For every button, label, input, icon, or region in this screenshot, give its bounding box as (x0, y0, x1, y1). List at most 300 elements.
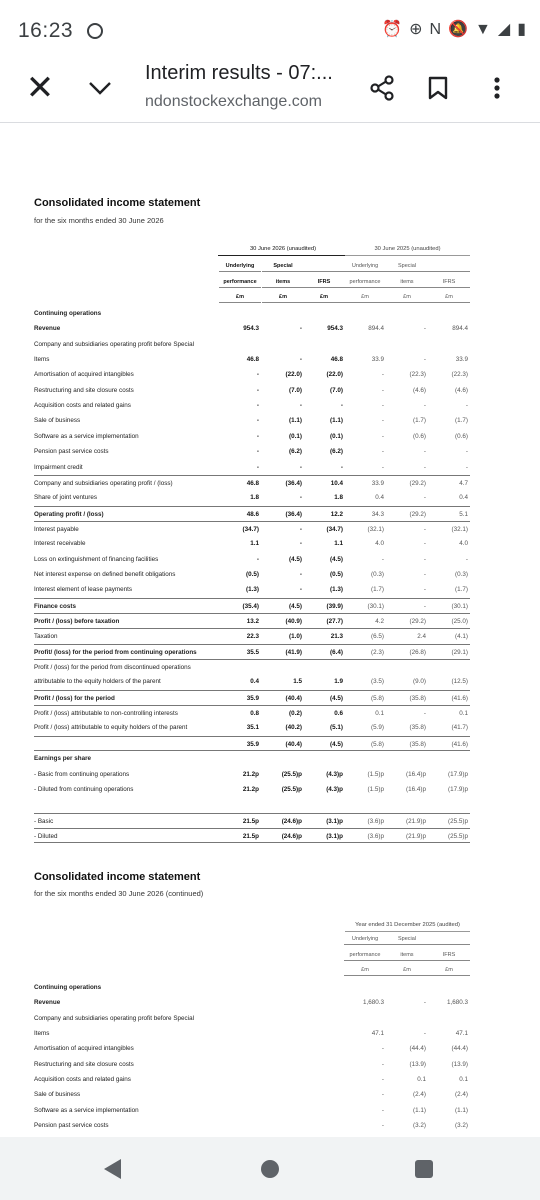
row-value: 21.2p (242, 785, 259, 793)
row-label: Earnings per share (34, 755, 92, 763)
row-value: (3.6)p (367, 832, 384, 840)
row-value: - (299, 402, 302, 410)
row-label: Acquisition costs and related gains (34, 402, 131, 410)
row-value: - (381, 1060, 384, 1068)
statement1-group-2025: 30 June 2025 (unaudited) (374, 246, 441, 252)
row-value: (0.6) (455, 432, 468, 440)
row-value: (41.6) (451, 740, 468, 748)
row-value: (34.7) (242, 525, 259, 533)
table-row (34, 552, 470, 567)
row-value: - (381, 1045, 384, 1053)
row-label: Profit / (loss) for the period (34, 694, 115, 702)
row-value: - (423, 1030, 426, 1038)
column-header: Special (397, 263, 417, 269)
divider (219, 287, 261, 288)
row-label: Taxation (34, 633, 58, 641)
row-value: 4.2 (375, 618, 384, 625)
row-value: 21.3 (330, 633, 343, 641)
table-row (34, 1011, 470, 1026)
row-value: (29.2) (409, 618, 426, 625)
row-value: 0.4 (375, 494, 384, 502)
row-value: 0.1 (459, 1076, 468, 1084)
row-value: 954.3 (327, 325, 343, 333)
column-header: performance (223, 278, 257, 285)
row-value: (2.3) (371, 648, 384, 656)
row-value: (27.7) (326, 618, 343, 625)
row-label: - Basic from continuing operations (34, 770, 130, 778)
row-value: 954.3 (243, 325, 259, 333)
row-value: (0.1) (330, 432, 343, 440)
row-value: 894.4 (368, 325, 384, 333)
row-value: (32.1) (451, 525, 468, 533)
row-value: - (340, 402, 343, 410)
row-value: 35.9 (246, 740, 259, 748)
row-label: Operating profit / (loss) (34, 510, 104, 518)
table-row (34, 1118, 470, 1133)
row-value: (24.6)p (281, 817, 302, 825)
column-header: £m (279, 294, 287, 300)
row-value: (22.3) (409, 371, 426, 379)
row-value: 1.1 (250, 540, 259, 548)
row-value: - (381, 1076, 384, 1084)
divider (386, 287, 428, 288)
back-icon[interactable] (104, 1159, 121, 1179)
row-value: - (299, 356, 302, 364)
divider (345, 931, 470, 932)
mute-icon: 🔕 (448, 21, 469, 38)
row-value: (39.9) (326, 602, 343, 610)
table-row (34, 475, 470, 490)
table-row (34, 367, 470, 382)
row-value: - (423, 602, 426, 610)
row-value: (9.0) (413, 678, 426, 686)
row-label: Finance costs (34, 602, 76, 610)
table-row (34, 567, 470, 582)
row-value: - (423, 356, 426, 364)
row-label: - Diluted (34, 832, 58, 840)
row-value: (0.3) (371, 570, 384, 578)
column-header: Special (397, 936, 417, 942)
column-header: £m (403, 967, 411, 973)
divider (428, 302, 470, 303)
table-row (34, 644, 470, 659)
row-value: (4.5) (330, 555, 343, 563)
divider (345, 255, 470, 256)
close-icon[interactable]: ✕ (25, 69, 55, 107)
row-value: (5.8) (371, 694, 384, 702)
chevron-down-icon[interactable] (80, 68, 120, 108)
row-value: - (381, 1106, 384, 1114)
battery-icon: ▮ (517, 21, 526, 38)
row-value: 1.8 (250, 494, 259, 502)
divider (428, 944, 470, 945)
row-value: 21.2p (242, 770, 259, 778)
page-title: Interim results - 07:... (145, 62, 333, 84)
status-bar (0, 0, 540, 62)
row-value: (1.7) (413, 417, 426, 425)
row-value: - (423, 570, 426, 578)
row-label: Interest payable (34, 525, 79, 533)
row-value: (35.4) (242, 602, 259, 610)
row-value: - (256, 386, 259, 394)
table-row (34, 797, 470, 812)
browser-toolbar (0, 58, 540, 122)
table-row (34, 995, 470, 1010)
row-label: - Basic (34, 817, 54, 825)
table-row (34, 767, 470, 782)
table-row (34, 690, 470, 705)
row-value: (26.8) (409, 648, 426, 656)
row-value: (41.9) (285, 648, 302, 656)
row-value: (1.0) (289, 633, 302, 641)
column-header: £m (361, 294, 369, 300)
row-value: - (256, 432, 259, 440)
column-header: Underlying (351, 936, 379, 942)
row-value: - (423, 710, 426, 718)
row-value: 0.6 (334, 710, 343, 718)
table-row (34, 736, 470, 751)
divider (219, 271, 261, 272)
row-value: 33.9 (371, 356, 384, 364)
row-value: (29.2) (409, 510, 426, 518)
table-row (34, 813, 470, 828)
row-value: (13.9) (409, 1060, 426, 1068)
row-value: (21.9)p (406, 832, 426, 840)
row-value: - (423, 525, 426, 533)
column-header: £m (403, 294, 411, 300)
row-value: - (381, 555, 384, 563)
divider (344, 287, 386, 288)
column-header: £m (361, 967, 369, 973)
recent-apps-icon[interactable] (415, 1160, 433, 1178)
row-label: Company and subsidiaries operating profit / (loss) (34, 479, 173, 487)
row-value: (1.7) (455, 586, 468, 594)
row-value: (25.0) (451, 618, 468, 625)
row-label: Items (34, 356, 50, 364)
column-header: IFRS (317, 278, 331, 285)
row-value: - (381, 463, 384, 471)
row-value: - (256, 417, 259, 425)
row-value: (3.6)p (367, 817, 384, 825)
row-value: (1.3) (246, 586, 259, 594)
status-time: 16:23 (18, 19, 74, 42)
row-value: 13.2 (246, 618, 259, 625)
row-value: - (381, 402, 384, 410)
row-value: (25.5)p (448, 817, 468, 825)
table-row (34, 1103, 470, 1118)
row-value: - (256, 448, 259, 456)
table-row (34, 1026, 470, 1041)
row-value: 4.0 (459, 540, 468, 548)
divider (344, 302, 386, 303)
row-value: (35.8) (409, 694, 426, 702)
row-label: Profit/ (loss) for the period from continuing operations (34, 648, 197, 656)
row-value: 2.4 (417, 633, 426, 641)
row-label: Sale of business (34, 417, 81, 425)
row-label: Revenue (34, 325, 61, 333)
row-value: 1.8 (334, 494, 343, 502)
more-options-icon[interactable] (482, 68, 512, 108)
row-label: Software as a service implementation (34, 1106, 139, 1114)
row-value: (3.1)p (326, 817, 343, 825)
table-row (34, 490, 470, 505)
row-value: 0.1 (459, 710, 468, 718)
row-value: (13.9) (451, 1060, 468, 1068)
row-value: 46.8 (246, 356, 259, 364)
row-value: - (381, 432, 384, 440)
data-saver-icon: ⊕ (409, 21, 423, 38)
statement2-subtitle: for the six months ended 30 June 2026 (continued) (34, 889, 204, 898)
row-label: Loss on extinguishment of financing facilities (34, 555, 159, 563)
column-header: performance (349, 951, 381, 958)
page-url: ndonstockexchange.com (145, 93, 322, 110)
row-value: 10.4 (330, 479, 343, 487)
table-row (34, 444, 470, 459)
row-value: (4.6) (413, 386, 426, 394)
row-value: 4.7 (459, 479, 468, 487)
signal-icon: ◢ (497, 21, 511, 38)
row-value: 33.9 (455, 356, 468, 364)
row-value: (5.9) (371, 724, 384, 732)
row-label: Interest receivable (34, 540, 86, 548)
row-value: (40.9) (285, 618, 302, 625)
row-value: (0.6) (413, 432, 426, 440)
row-value: (5.1) (330, 724, 343, 732)
share-icon[interactable] (362, 68, 402, 108)
row-value: (30.1) (367, 602, 384, 610)
column-header: performance (349, 278, 381, 285)
row-label: Continuing operations (34, 310, 102, 317)
row-value: 1.5 (293, 678, 302, 686)
column-header: £m (445, 294, 453, 300)
row-value: (22.0) (326, 371, 343, 379)
column-header: Special (273, 263, 293, 269)
row-label: Pension past service costs (34, 448, 109, 456)
row-label: Profit / (loss) for the period from discontinued operations (34, 664, 191, 672)
row-value: 0.4 (250, 678, 259, 686)
row-value: - (423, 555, 426, 563)
row-value: - (299, 540, 302, 548)
row-value: (4.5) (289, 602, 302, 610)
divider (262, 271, 304, 272)
column-header: items (400, 278, 414, 285)
row-value: 35.9 (246, 694, 259, 702)
row-value: (1.3) (330, 586, 343, 594)
row-value: (40.4) (285, 740, 302, 748)
divider (386, 271, 428, 272)
divider (303, 271, 345, 272)
wifi-icon: ▼ (475, 21, 491, 38)
divider (303, 302, 345, 303)
table-row (34, 828, 470, 843)
row-value: (4.3)p (326, 785, 343, 793)
row-value: (1.7) (371, 586, 384, 594)
row-value: (3.1)p (326, 832, 343, 840)
table-row (34, 506, 470, 521)
row-value: - (299, 586, 302, 594)
column-header: items (400, 951, 414, 958)
row-value: (0.2) (289, 710, 302, 718)
divider (386, 944, 428, 945)
row-value: (25.5)p (448, 832, 468, 840)
row-value: (7.0) (289, 386, 302, 394)
navigation-bar (0, 1137, 540, 1200)
table-row (34, 383, 470, 398)
row-value: (41.6) (451, 694, 468, 702)
divider (262, 302, 304, 303)
column-header: IFRS (442, 951, 456, 958)
row-label: Profit / (loss) attributable to equity holders of the parent (34, 724, 188, 732)
row-value: (4.3)p (326, 770, 343, 778)
row-value: (17.9)p (448, 770, 468, 778)
row-label: Software as a service implementation (34, 432, 139, 440)
divider (344, 271, 386, 272)
column-header: Underlying (225, 263, 255, 269)
row-value: (16.4)p (406, 770, 426, 778)
row-label: Profit / (loss) before taxation (34, 618, 120, 625)
table-row (34, 674, 470, 689)
table-row (34, 337, 470, 352)
row-value: - (423, 540, 426, 548)
bookmark-icon[interactable] (420, 68, 456, 108)
row-label: Company and subsidiaries operating profit before Special (34, 340, 194, 348)
divider (428, 975, 470, 976)
row-value: - (465, 555, 468, 563)
row-label: Share of joint ventures (34, 494, 98, 502)
row-value: (40.2) (285, 724, 302, 732)
document-page[interactable] (0, 123, 540, 1137)
row-value: (1.5)p (367, 770, 384, 778)
row-value: (4.5) (330, 694, 343, 702)
row-label: Continuing operations (34, 984, 102, 991)
row-label: attributable to the equity holders of the parent (34, 678, 161, 686)
divider (219, 302, 261, 303)
page-title-block[interactable] (145, 62, 350, 111)
row-value: (36.4) (285, 479, 302, 487)
row-label: Restructuring and site closure costs (34, 1060, 134, 1068)
row-label: Net interest expense on defined benefit obligations (34, 570, 176, 578)
table-row (34, 1072, 470, 1087)
statement1-subtitle: for the six months ended 30 June 2026 (34, 216, 164, 225)
row-value: (22.0) (285, 371, 302, 379)
row-value: (30.1) (451, 602, 468, 610)
divider (386, 975, 428, 976)
row-value: (6.2) (289, 448, 302, 456)
table-row (34, 429, 470, 444)
row-label: - Diluted from continuing operations (34, 785, 134, 793)
table-row (34, 536, 470, 551)
row-label: Items (34, 1030, 50, 1038)
divider (344, 944, 386, 945)
row-value: 46.8 (246, 479, 259, 487)
row-value: 0.1 (375, 710, 384, 718)
table-row (34, 1057, 470, 1072)
row-value: - (465, 448, 468, 456)
row-value: (35.8) (409, 740, 426, 748)
table-row (34, 321, 470, 336)
table-row (34, 460, 470, 475)
table-row (34, 598, 470, 613)
row-value: 1.1 (334, 540, 343, 548)
row-value: - (340, 463, 343, 471)
row-value: - (423, 463, 426, 471)
row-value: (0.1) (289, 432, 302, 440)
row-value: - (381, 417, 384, 425)
table-row (34, 582, 470, 597)
row-value: - (381, 386, 384, 394)
row-value: 0.4 (459, 494, 468, 502)
row-value: 5.1 (459, 510, 468, 518)
row-value: 0.1 (417, 1076, 426, 1084)
row-value: 21.5p (242, 817, 259, 825)
table-row (34, 1041, 470, 1056)
row-value: - (299, 494, 302, 502)
divider (262, 287, 304, 288)
row-value: (44.4) (409, 1045, 426, 1053)
statement1-title: Consolidated income statement (34, 197, 201, 209)
row-value: 46.8 (330, 356, 343, 364)
row-value: 22.3 (246, 633, 259, 641)
row-value: (32.1) (367, 525, 384, 533)
row-value: (2.4) (455, 1091, 468, 1099)
table-row (34, 980, 470, 995)
home-icon[interactable] (261, 1160, 279, 1178)
table-row (34, 413, 470, 428)
row-value: (40.4) (285, 694, 302, 702)
row-value: (7.0) (330, 386, 343, 394)
table-row (34, 705, 470, 720)
row-value: - (381, 1091, 384, 1099)
row-value: (24.6)p (281, 832, 302, 840)
row-value: (36.4) (285, 510, 302, 518)
row-value: (1.1) (455, 1106, 468, 1114)
row-value: (1.1) (413, 1106, 426, 1114)
row-value: (22.3) (451, 371, 468, 379)
row-value: - (256, 402, 259, 410)
row-value: - (299, 525, 302, 533)
row-label: Amortisation of acquired intangibles (34, 1045, 134, 1053)
row-label: Sale of business (34, 1091, 81, 1099)
nfc-icon: N (429, 21, 442, 38)
row-label: Pension past service costs (34, 1122, 109, 1130)
row-value: (3.5) (371, 678, 384, 686)
row-value: (1.5)p (367, 785, 384, 793)
row-value: - (299, 570, 302, 578)
row-value: (16.4)p (406, 785, 426, 793)
row-label: Impairment credit (34, 463, 83, 471)
divider (428, 960, 470, 961)
statement2-group-2025: Year ended 31 December 2025 (audited) (355, 922, 460, 928)
row-value: (35.8) (409, 724, 426, 732)
row-value: 34.3 (371, 510, 384, 518)
row-value: (5.8) (371, 740, 384, 748)
row-value: (3.2) (413, 1122, 426, 1130)
column-header: £m (320, 294, 328, 300)
row-value: (0.5) (330, 570, 343, 578)
divider (218, 255, 348, 256)
row-value: (29.2) (409, 479, 426, 487)
row-value: - (299, 463, 302, 471)
row-value: - (299, 325, 302, 333)
row-value: (21.9)p (406, 817, 426, 825)
sync-icon (87, 23, 103, 39)
row-value: (44.4) (451, 1045, 468, 1053)
row-value: - (423, 448, 426, 456)
row-label: Restructuring and site closure costs (34, 386, 134, 394)
row-value: 33.9 (371, 479, 384, 487)
row-value: 21.5p (242, 832, 259, 840)
row-value: - (256, 463, 259, 471)
